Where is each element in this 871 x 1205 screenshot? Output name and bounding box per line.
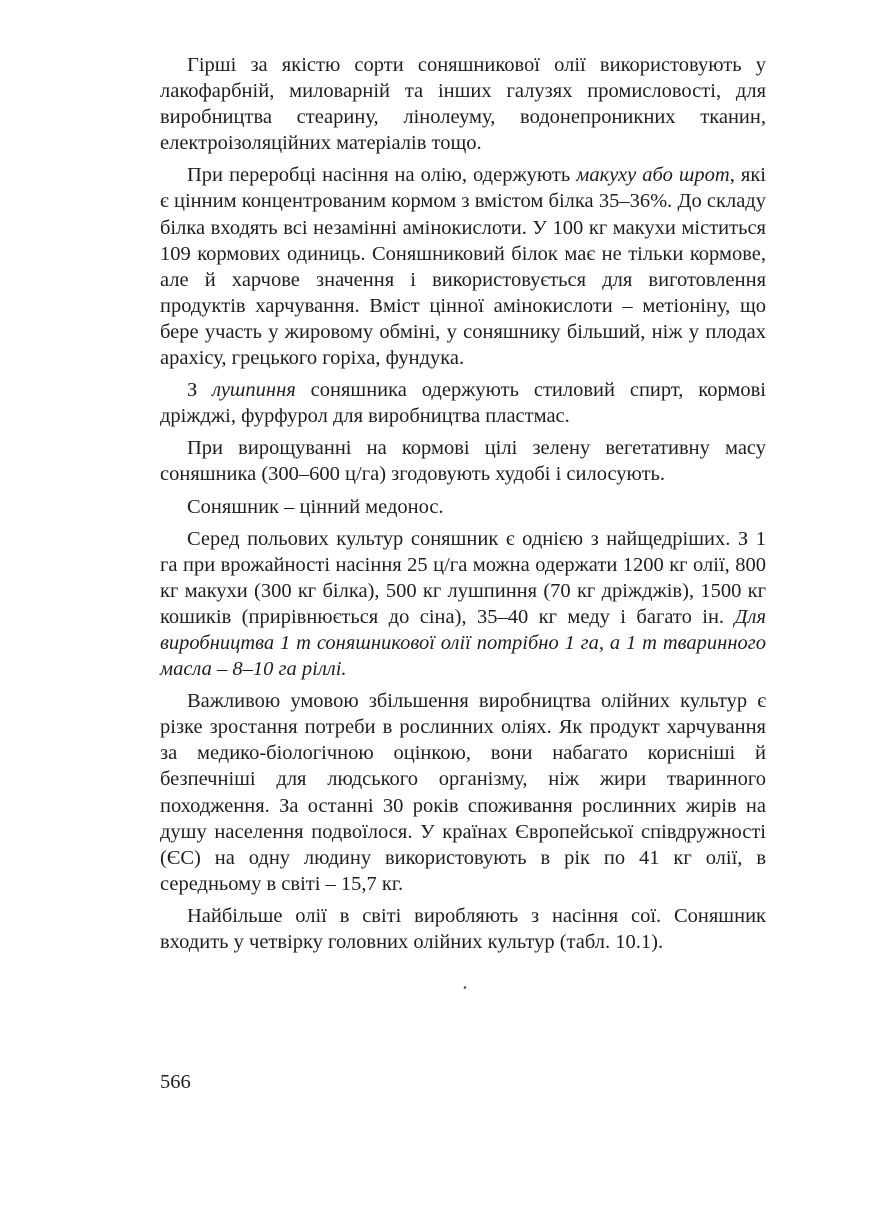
paragraph-2-italic-term: макуху або шрот	[576, 164, 730, 187]
paragraph-8-text: Найбільше олії в світі виробляють з насіння сої. Соняшник входить у четвірку головних олійних культур (табл. 10.1).	[160, 904, 766, 953]
page-number: 566	[160, 1071, 191, 1093]
paragraph-7-text: Важливою умовою збільшення виробництва олійних культур є різке зростання потреби в рослинних оліях. Як продукт харчування за медико-біологічною оцінкою, вони набагато корисніші й безпечніші для людського організму, ніж жири тваринного походження. За останні 30 років споживання рослинних жирів на душу населення подвоїлося. У країнах Європейської співдружності (ЄС) на одну людину використовують в рік по 41 кг олії, в середньому в світі – 15,7 кг.	[160, 690, 766, 895]
paragraph-7	[160, 688, 766, 897]
paragraph-5	[160, 494, 766, 520]
paragraph-2-text-a: При переробці насіння на олію, одержують	[187, 164, 577, 187]
paragraph-4-text: При вирощуванні на кормові цілі зелену вегетативну масу соняшника (300–600 ц/га) згодовують худобі і силосують.	[160, 437, 766, 486]
paragraph-4	[160, 435, 766, 487]
paragraph-2-text-b: , які є цінним концентрованим кормом з вмістом білка 35–36%. До складу білка входять всі незамінні амінокислоти. У 100 кг макухи міститься 109 кормових одиниць. Соняшниковий білок має не тільки кормове, але й харчове значення і використовується для виготовлення продуктів харчування. Вміст цінної амінокислоти – метіоніну, що бере участь у жировому обміні, у соняшнику більший, ніж у плодах арахісу, грецького горіха, фундука.	[160, 164, 766, 370]
paragraph-6-italic-sentence: Для виробництва 1 т соняшникової олії потрібно 1 га, а 1 т тваринного масла – 8–10 га ріллі.	[160, 605, 766, 681]
paragraph-6	[160, 526, 766, 683]
scan-speck	[463, 986, 466, 990]
paragraph-3-italic-term: лушпиння	[212, 379, 296, 402]
paragraph-2	[160, 162, 766, 371]
page-body	[160, 52, 766, 955]
paragraph-6-text: Серед польових культур соняшник є однією з найщедріших. З 1 га при врожайності насіння 25 ц/га можна одержати 1200 кг олії, 800 кг макухи (300 кг білка), 500 кг лушпиння (70 кг дріжджів), 1500 кг кошиків (прирівнюється до сіна), 35–40 кг меду і багато ін.	[160, 527, 766, 628]
paragraph-1-text: Гірші за якістю сорти соняшникової олії використовують у лакофарбній, миловарній та інших галузях промисловості, для виробництва стеарину, лінолеуму, водонепроникних тканин, електроізоляційних матеріалів тощо.	[160, 54, 766, 155]
paragraph-8	[160, 903, 766, 955]
paragraph-5-text: Соняшник – цінний медонос.	[187, 495, 444, 518]
paragraph-3-text-a: З	[187, 379, 213, 402]
paragraph-3-text-b: соняшника одержують стиловий спирт, кормові дріжджі, фурфурол для виробництва пластмас.	[160, 379, 766, 428]
paragraph-3	[160, 377, 766, 429]
paragraph-1	[160, 52, 766, 156]
